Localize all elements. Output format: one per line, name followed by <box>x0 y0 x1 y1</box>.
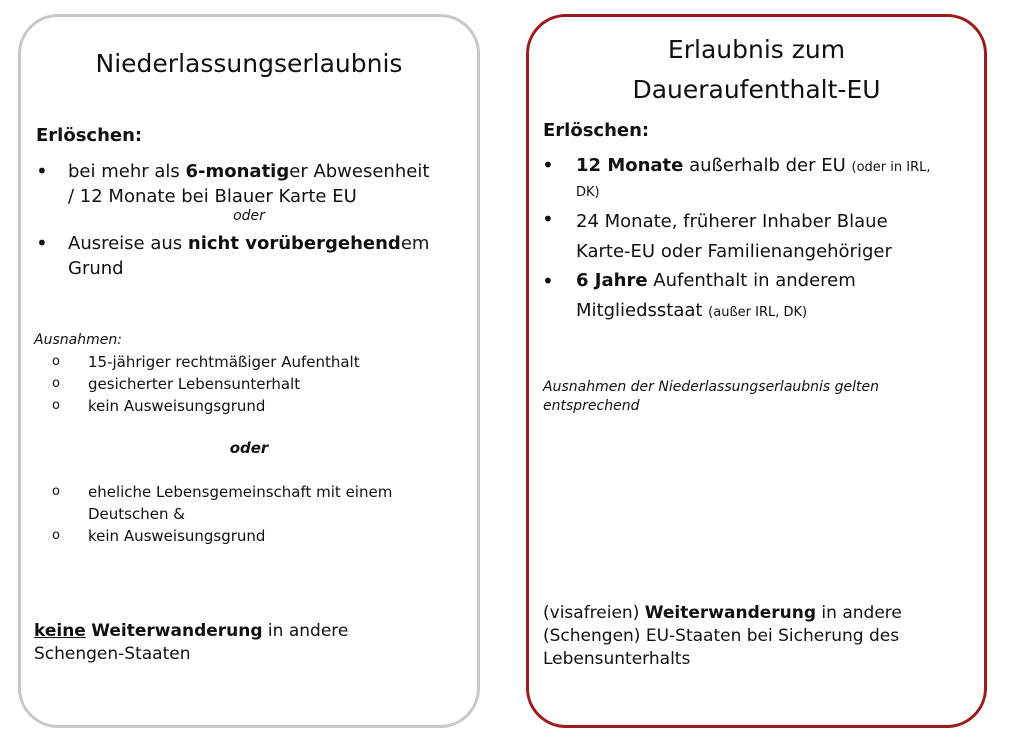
text: Grund <box>68 258 124 279</box>
text: Daueraufenthalt-EU <box>632 75 881 104</box>
left-oder-2: oder <box>229 439 269 457</box>
text: 24 Monate, früherer Inhaber Blaue <box>576 211 888 232</box>
bullet-dot: • <box>36 231 48 255</box>
bold-text: Weiterwanderung <box>91 621 263 641</box>
right-bullet-3 <box>576 266 976 328</box>
circle-bullet: o <box>52 398 60 413</box>
left-bullet-2 <box>68 231 468 281</box>
left-title: Niederlassungserlaubnis <box>95 49 403 78</box>
small-text: (oder in IRL, <box>851 160 931 175</box>
left-heading-erloeschen: Erlöschen: <box>36 125 143 146</box>
circle-bullet: o <box>52 354 60 369</box>
text: entsprechend <box>543 398 640 414</box>
text: er Abwesenheit <box>289 161 430 182</box>
bullet-dot: • <box>36 159 48 183</box>
text: / 12 Monate bei Blauer Karte EU <box>68 186 357 207</box>
bold-text: 6 Jahre <box>576 270 648 291</box>
text: Erlaubnis zum <box>667 35 846 64</box>
text: Ausnahmen der Niederlassungserlaubnis gelten <box>543 379 880 395</box>
text: Lebensunterhalts <box>543 649 691 669</box>
bold-text: Weiterwanderung <box>644 603 817 623</box>
text: Karte-EU oder Familienangehöriger <box>576 241 892 262</box>
text: bei mehr als <box>68 161 186 182</box>
left-exception-2: gesicherter Lebensunterhalt <box>88 375 301 393</box>
left-bottom-note <box>34 620 464 666</box>
text: in andere <box>262 621 349 641</box>
bold-text: 12 Monate <box>576 155 684 176</box>
circle-bullet: o <box>52 528 60 543</box>
left-exception-3: kein Ausweisungsgrund <box>88 397 266 415</box>
text: eheliche Lebensgemeinschaft mit einem <box>88 483 393 501</box>
bullet-dot: • <box>542 153 554 177</box>
left-exceptions-heading: Ausnahmen: <box>34 332 122 348</box>
bold-underlined-text: keine <box>34 621 86 641</box>
text: außerhalb der EU <box>683 155 852 176</box>
left-bullet-1 <box>68 159 468 209</box>
right-bullet-1 <box>576 153 976 205</box>
bullet-dot: • <box>542 269 554 293</box>
text: Schengen-Staaten <box>34 644 191 664</box>
circle-bullet: o <box>52 484 60 499</box>
text: Deutschen & <box>88 505 185 523</box>
bold-text: nicht vorübergehend <box>187 233 401 254</box>
left-oder-1: oder <box>233 208 265 224</box>
left-exception2-2: kein Ausweisungsgrund <box>88 527 266 545</box>
bold-text: 6-monatig <box>185 161 290 182</box>
text: (visafreien) <box>543 603 645 623</box>
right-heading-erloeschen: Erlöschen: <box>543 120 650 141</box>
circle-bullet: o <box>52 376 60 391</box>
text: in andere <box>816 603 902 623</box>
right-bullet-2 <box>576 207 976 267</box>
right-exceptions-note <box>543 378 973 416</box>
text: em <box>400 233 430 254</box>
text: Mitgliedsstaat <box>576 300 709 321</box>
text: Aufenthalt in anderem <box>647 270 856 291</box>
left-exception2-1 <box>88 481 468 525</box>
text: (Schengen) EU-Staaten bei Sicherung des <box>543 626 900 646</box>
bullet-dot: • <box>542 207 554 231</box>
right-bottom-note <box>543 602 973 671</box>
small-text: (außer IRL, DK) <box>708 305 808 320</box>
left-exception-1: 15-jähriger rechtmäßiger Aufenthalt <box>88 353 360 371</box>
small-text: DK) <box>576 185 600 200</box>
text: Ausreise aus <box>68 233 188 254</box>
right-title <box>526 30 987 110</box>
